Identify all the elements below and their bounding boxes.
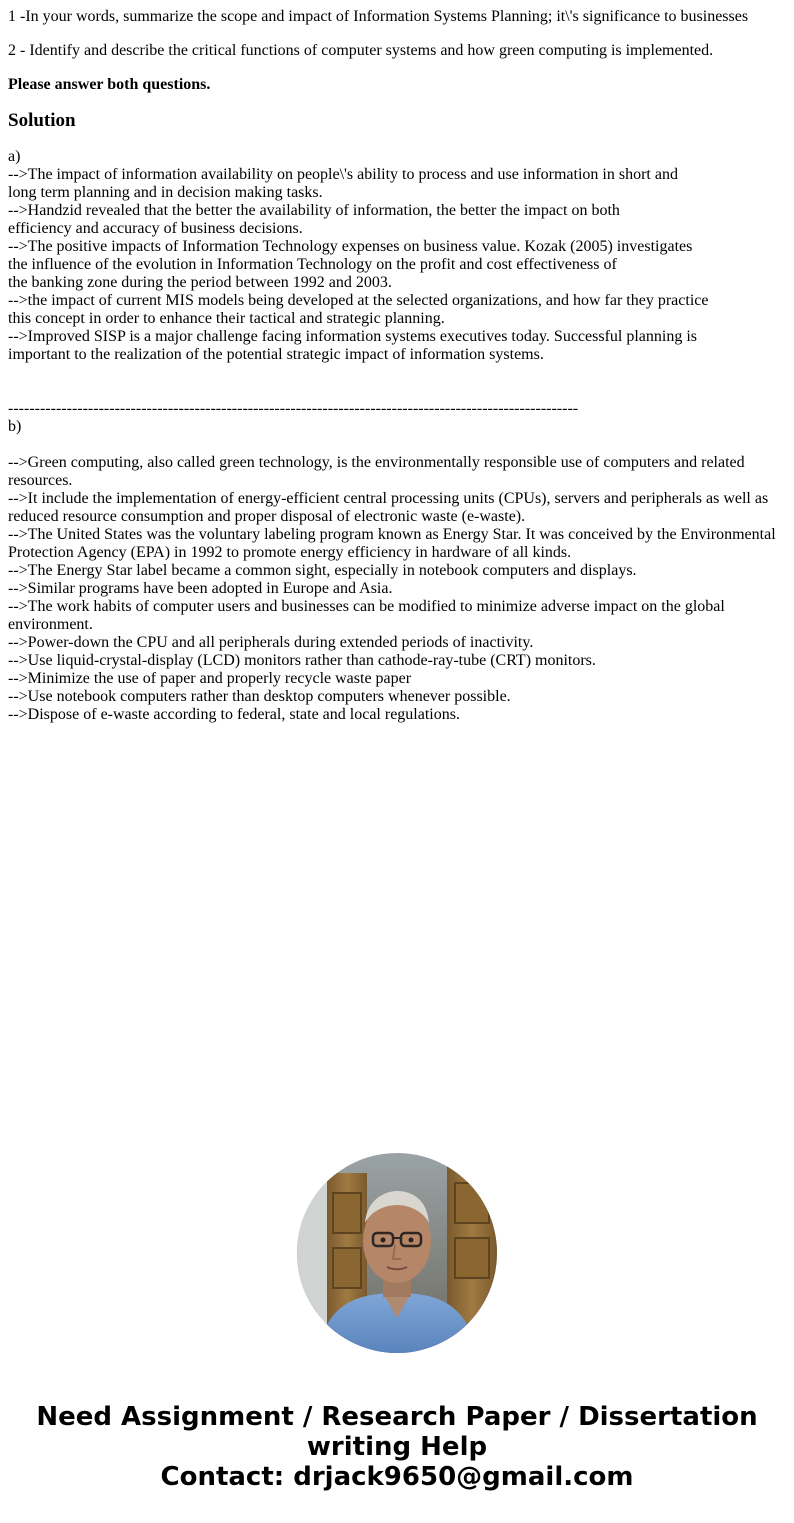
document-content xyxy=(0,0,794,724)
answer-line: -->The positive impacts of Information Technology expenses on business value. Kozak (2005) investigates xyxy=(8,238,693,255)
answer-line: -->The Energy Star label became a common sight, especially in notebook computers and displays. xyxy=(8,562,637,579)
question-1: 1 -In your words, summarize the scope and impact of Information Systems Planning; it\'s significance to businesses xyxy=(8,8,749,25)
answer-line: -->Improved SISP is a major challenge facing information systems executives today. Successful planning is xyxy=(8,328,698,345)
answer-line: -->It include the implementation of energy-efficient central processing units (CPUs), servers and peripherals as well as xyxy=(8,490,769,507)
answer-line: environment. xyxy=(8,616,93,633)
blank-line xyxy=(8,436,786,454)
answer-line: -->Handzid revealed that the better the availability of information, the better the impact on both xyxy=(8,202,620,219)
promo-banner xyxy=(0,1402,794,1492)
part-a-label: a) xyxy=(8,148,21,165)
answer-line: efficiency and accuracy of business decisions. xyxy=(8,220,303,237)
blank-line xyxy=(8,382,786,400)
answer-line: Protection Agency (EPA) in 1992 to promote energy efficiency in hardware of all kinds. xyxy=(8,544,572,561)
answer-line: -->Dispose of e-waste according to federal, state and local regulations. xyxy=(8,706,460,723)
answer-line: resources. xyxy=(8,472,73,489)
instruction-text: Please answer both questions. xyxy=(8,76,211,93)
section-separator: ----------------------------------------------------------------------------------------------------------- xyxy=(8,400,579,417)
answer-line: -->Use liquid-crystal-display (LCD) monitors rather than cathode-ray-tube (CRT) monitors. xyxy=(8,652,596,669)
answer-line: -->Minimize the use of paper and properly recycle waste paper xyxy=(8,670,412,687)
answer-line: the influence of the evolution in Information Technology on the profit and cost effectiveness of xyxy=(8,256,617,273)
answer-line: the banking zone during the period between 1992 and 2003. xyxy=(8,274,392,291)
answer-line: important to the realization of the potential strategic impact of information systems. xyxy=(8,346,544,363)
solution-heading: Solution xyxy=(8,110,76,131)
blank-line xyxy=(8,364,786,382)
question-2: 2 - Identify and describe the critical functions of computer systems and how green computing is implemented. xyxy=(8,42,714,59)
answer-part-a xyxy=(8,148,786,418)
answer-line: -->the impact of current MIS models being developed at the selected organizations, and how far they practice xyxy=(8,292,709,309)
answer-line: -->The work habits of computer users and businesses can be modified to minimize adverse impact on the global xyxy=(8,598,725,615)
answer-line: long term planning and in decision making tasks. xyxy=(8,184,323,201)
answer-line: -->Power-down the CPU and all peripherals during extended periods of inactivity. xyxy=(8,634,534,651)
answer-line: reduced resource consumption and proper disposal of electronic waste (e-waste). xyxy=(8,508,526,525)
answer-line: -->Use notebook computers rather than desktop computers whenever possible. xyxy=(8,688,511,705)
part-b-label: b) xyxy=(8,418,22,435)
promo-contact: Contact: drjack9650@gmail.com xyxy=(160,1462,634,1492)
answer-line: -->The impact of information availability on people\'s ability to process and use information in short and xyxy=(8,166,678,183)
author-avatar xyxy=(297,1153,497,1353)
answer-line: -->Green computing, also called green technology, is the environmentally responsible use of computers and related xyxy=(8,454,745,471)
answer-part-b xyxy=(8,418,786,724)
answer-line: -->Similar programs have been adopted in Europe and Asia. xyxy=(8,580,393,597)
answer-line: -->The United States was the voluntary labeling program known as Energy Star. It was conceived by the Environmental xyxy=(8,526,776,543)
answer-line: this concept in order to enhance their tactical and strategic planning. xyxy=(8,310,445,327)
promo-line-2: writing Help xyxy=(306,1432,488,1462)
promo-line-1: Need Assignment / Research Paper / Dissertation xyxy=(36,1402,758,1432)
